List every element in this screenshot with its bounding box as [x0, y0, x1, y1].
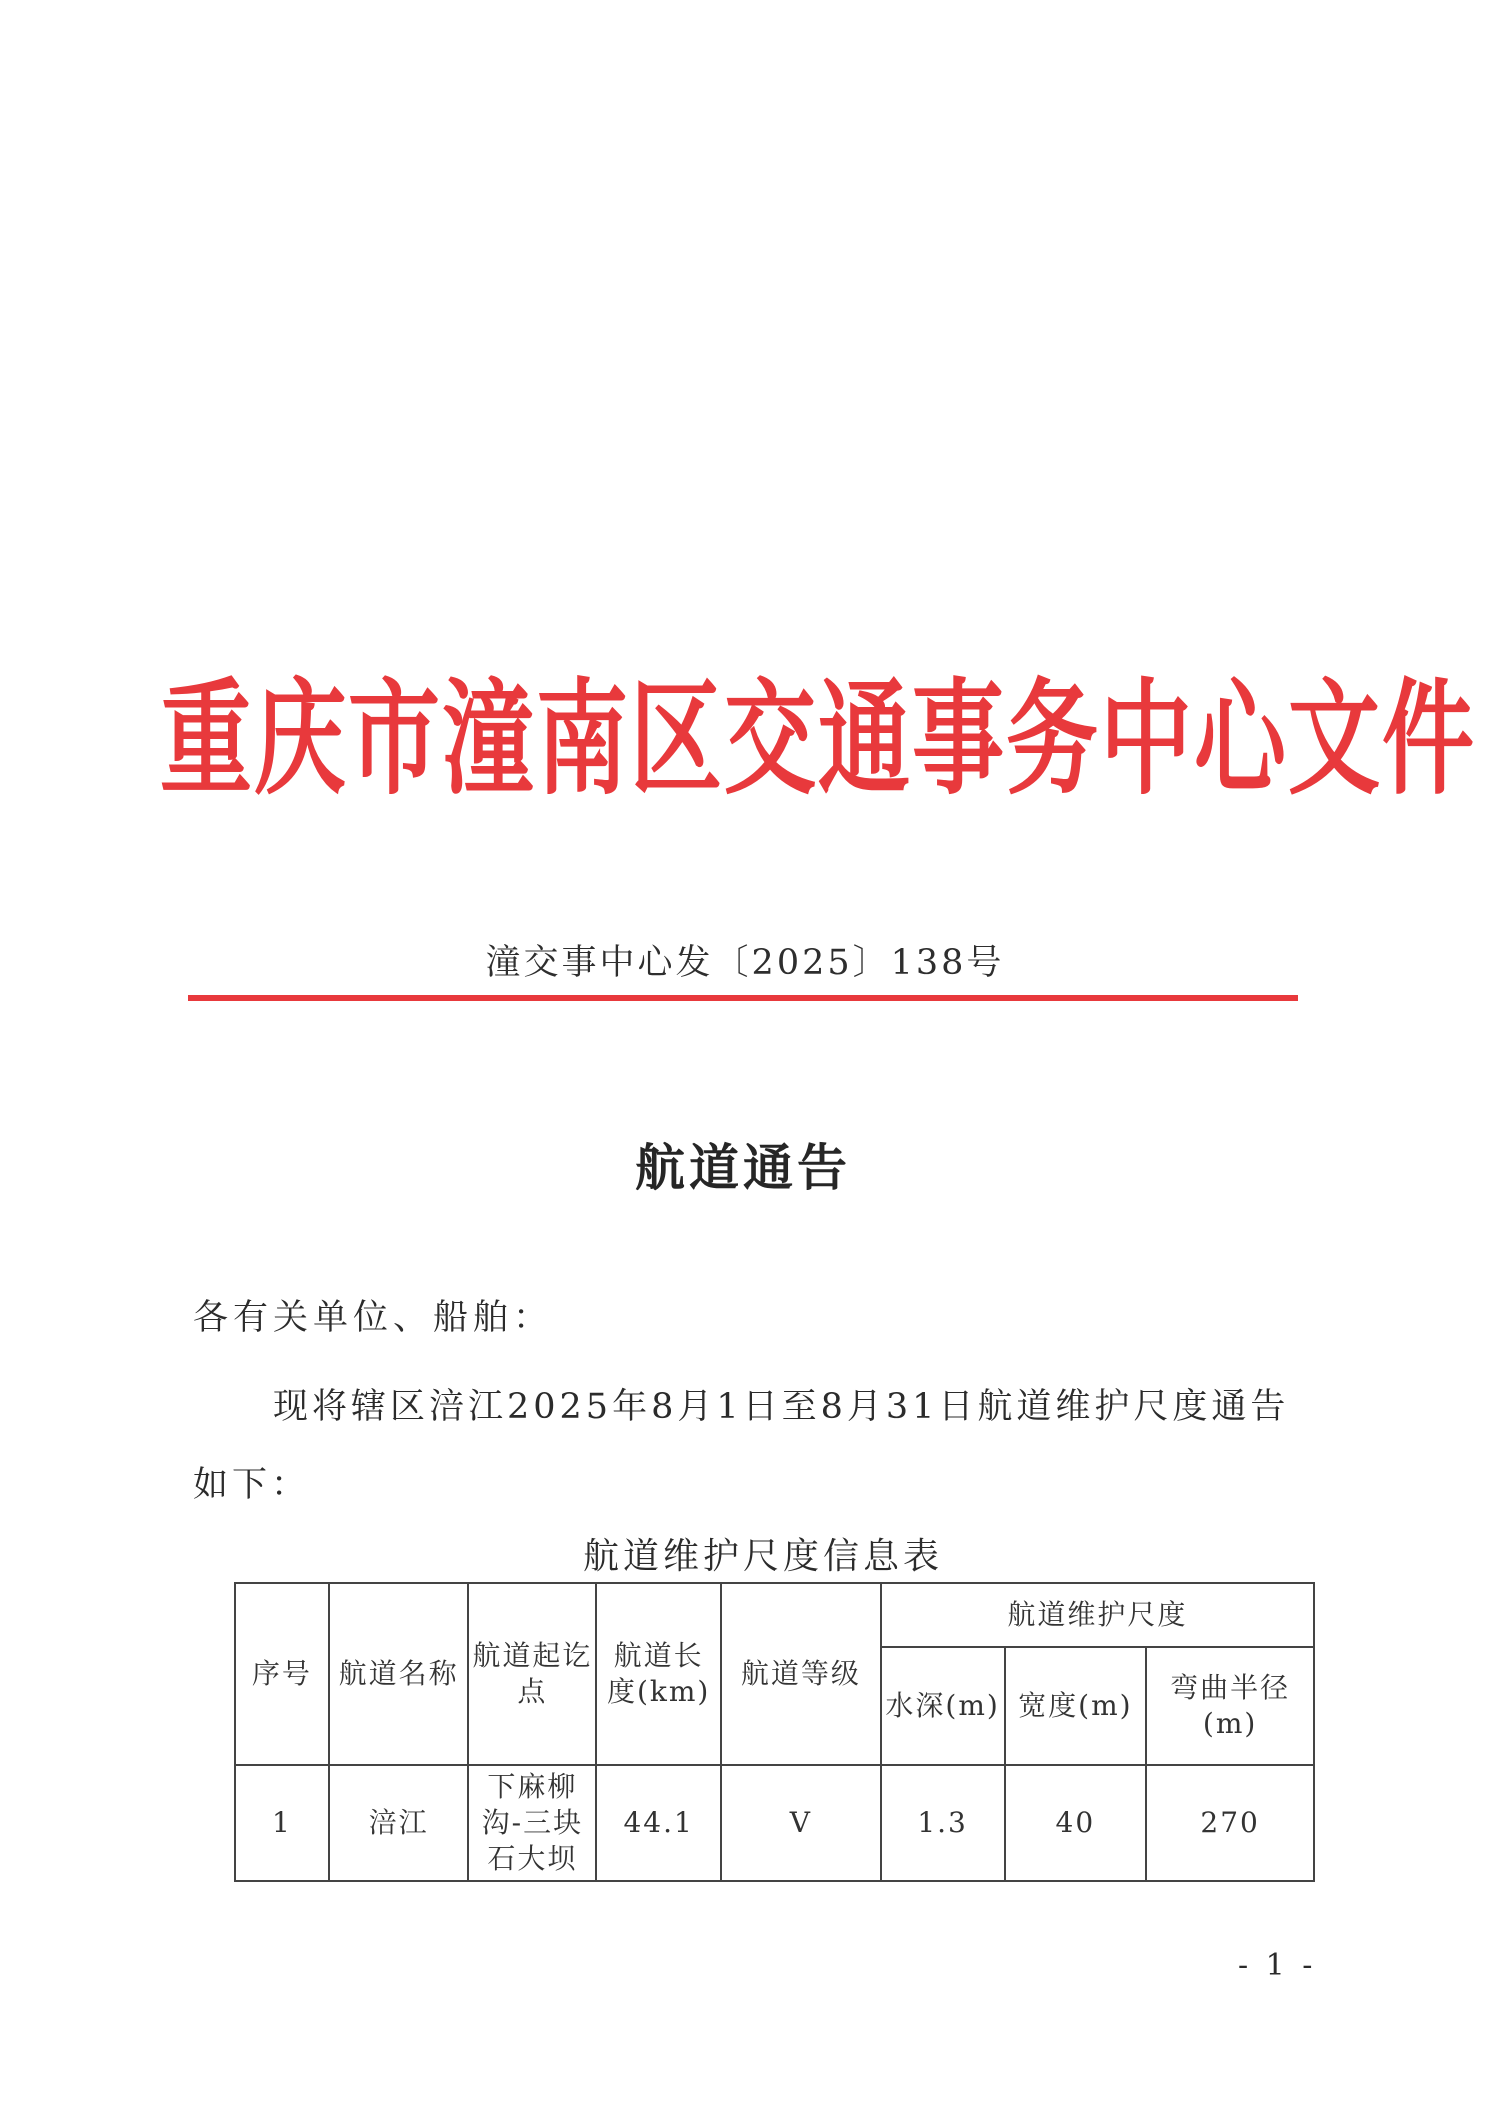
- header-maintenance-group: 航道维护尺度: [881, 1583, 1314, 1647]
- header-radius: 弯曲半径(m): [1146, 1647, 1314, 1765]
- header-width: 宽度(m): [1005, 1647, 1147, 1765]
- document-number: 潼交事中心发〔2025〕138号: [485, 943, 1005, 983]
- cell-radius: 270: [1146, 1765, 1314, 1881]
- red-divider: [188, 995, 1298, 1001]
- header-section: 航道起讫点: [468, 1583, 596, 1765]
- body-paragraph: 现将辖区涪江2025年8月1日至8月31日航道维护尺度通告如下：: [193, 1387, 1290, 1505]
- cell-depth: 1.3: [881, 1765, 1005, 1881]
- masthead-title: 重庆市潼南区交通事务中心文件: [160, 667, 1477, 812]
- cell-name: 涪江: [329, 1765, 469, 1881]
- table-row: [235, 1765, 1314, 1881]
- salutation: 各有关单位、船舶：: [193, 1298, 554, 1338]
- cell-no: 1: [235, 1765, 329, 1881]
- channel-info-table: [234, 1582, 1315, 1882]
- page-number: - 1 -: [1238, 1948, 1317, 1983]
- header-grade: 航道等级: [721, 1583, 881, 1765]
- cell-grade: V: [721, 1765, 881, 1881]
- notice-title: 航道通告: [635, 1138, 851, 1197]
- header-name: 航道名称: [329, 1583, 469, 1765]
- cell-width: 40: [1005, 1765, 1147, 1881]
- table-caption: 航道维护尺度信息表: [582, 1536, 943, 1577]
- cell-length: 44.1: [596, 1765, 721, 1881]
- header-no: 序号: [235, 1583, 329, 1765]
- cell-section: 下麻柳沟-三块石大坝: [468, 1765, 596, 1881]
- table-header-row: [235, 1583, 1314, 1647]
- header-depth: 水深(m): [881, 1647, 1005, 1765]
- header-length: 航道长度(km): [596, 1583, 721, 1765]
